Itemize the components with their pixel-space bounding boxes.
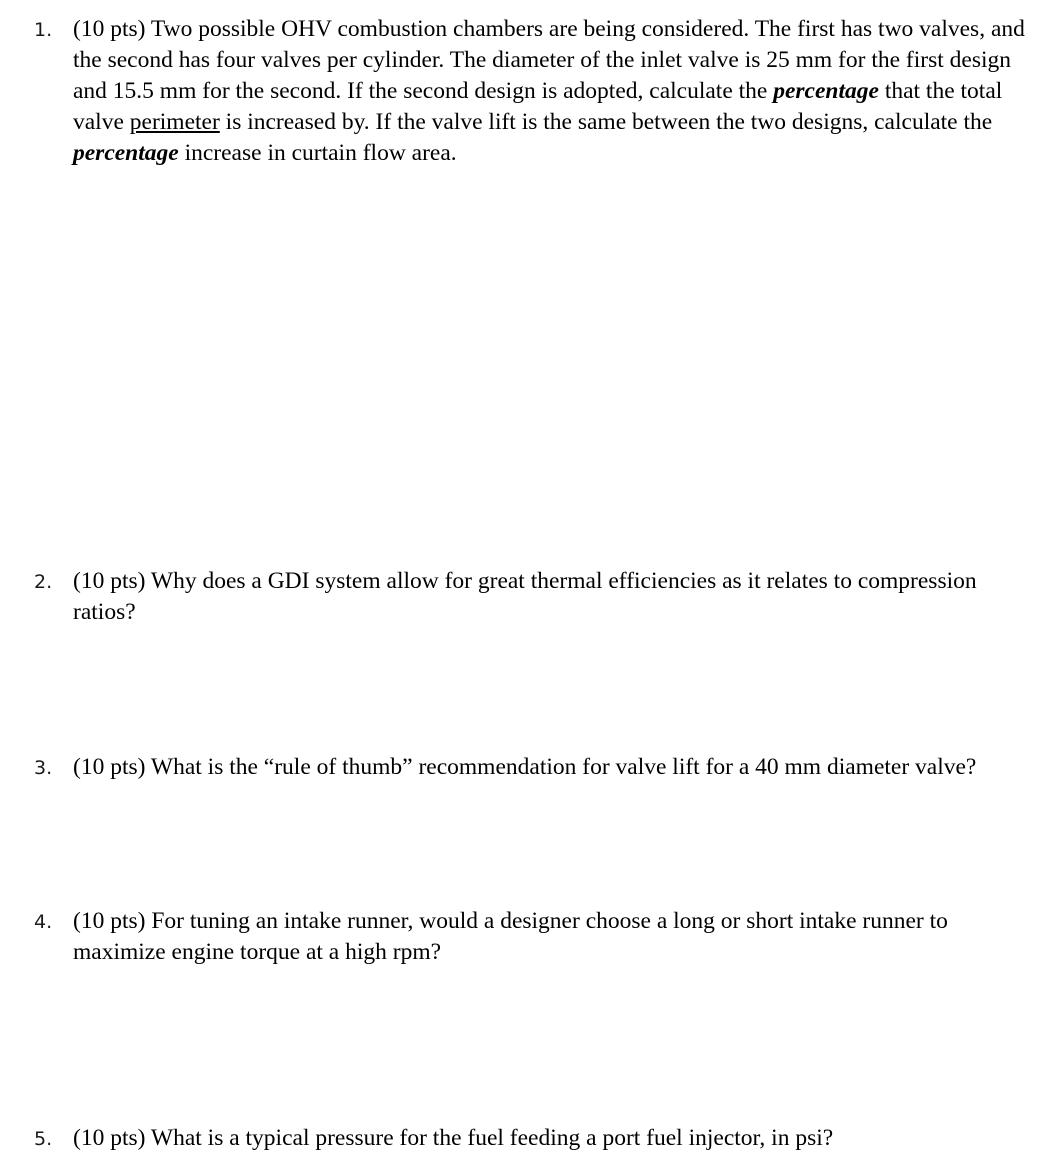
- question-text: [73, 14, 1043, 169]
- question-text-segment: What is the “rule of thumb” recommendation for valve lift for a 40 mm diameter valve?: [145, 754, 977, 780]
- question-number: 3.: [34, 757, 53, 779]
- question-points: (10 pts): [73, 1125, 146, 1151]
- question-number: 4.: [34, 911, 53, 933]
- emphasized-word: percentage: [773, 78, 879, 104]
- question-text-segment: increase in curtain flow area.: [178, 140, 457, 166]
- question-text-segment: is increased by. If the valve lift is the same between the two designs, calculate the: [219, 109, 993, 135]
- question-text: [73, 906, 1043, 968]
- question-number: 1.: [34, 19, 53, 41]
- question-text-segment: Why does a GDI system allow for great thermal efficiencies as it relates to compression ratios?: [73, 568, 977, 625]
- question-points: (10 pts): [73, 568, 146, 594]
- question-text-segment: that the total valve: [73, 78, 1003, 135]
- question-text: [73, 1123, 1043, 1154]
- question-number: 5.: [34, 1128, 53, 1150]
- question-text: [73, 566, 1043, 628]
- underlined-word: perimeter: [129, 109, 220, 135]
- question-text-segment: What is a typical pressure for the fuel feeding a port fuel injector, in psi?: [145, 1125, 834, 1151]
- question-text: [73, 752, 1043, 783]
- question-text-segment: Two possible OHV combustion chambers are being considered. The first has two valves, and the second has four valves per cylinder. The diameter of the inlet valve is 25 mm for the first design and 15.5 mm for the second. If the second design is adopted, calculate the: [73, 16, 1025, 104]
- question-points: (10 pts): [73, 908, 146, 934]
- question-points: (10 pts): [73, 754, 146, 780]
- question-number: 2.: [34, 571, 53, 593]
- question-points: (10 pts): [73, 16, 146, 42]
- emphasized-word: percentage: [73, 140, 179, 166]
- question-text-segment: For tuning an intake runner, would a designer choose a long or short intake runner to maximize engine torque at a high rpm?: [73, 908, 948, 965]
